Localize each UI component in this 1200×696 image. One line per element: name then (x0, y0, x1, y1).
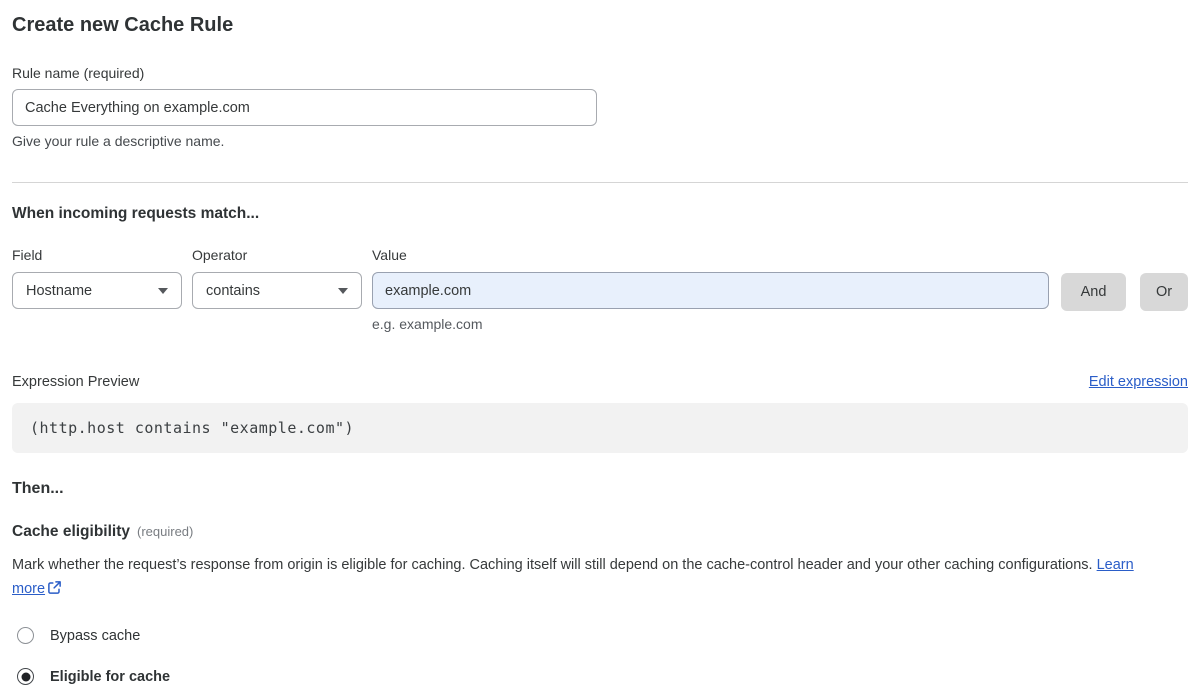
field-label: Field (12, 247, 43, 263)
caret-down-icon (338, 288, 348, 294)
expression-preview-label: Expression Preview (12, 374, 140, 390)
section-divider (12, 182, 1188, 183)
field-column (12, 247, 182, 332)
rule-name-section (12, 65, 1188, 149)
external-link-icon (45, 581, 62, 597)
field-select-value: Hostname (26, 282, 93, 299)
rule-name-helper: Give your rule a descriptive name. (12, 133, 225, 149)
or-button[interactable]: Or (1140, 273, 1188, 311)
operator-label: Operator (192, 247, 248, 263)
rule-name-label: Rule name (required) (12, 65, 145, 81)
field-select[interactable] (12, 272, 182, 309)
value-helper: e.g. example.com (372, 316, 483, 332)
required-note: (required) (137, 524, 194, 539)
operator-select[interactable] (192, 272, 362, 309)
expression-code: (http.host contains "example.com") (30, 419, 355, 437)
then-heading: Then... (12, 480, 64, 497)
expression-preview-row (12, 374, 1188, 390)
caret-down-icon (158, 288, 168, 294)
radio-selected-icon[interactable] (17, 668, 34, 685)
value-column (372, 247, 1049, 332)
radio-option-eligible-for-cache[interactable] (17, 668, 1188, 685)
match-section-heading: When incoming requests match... (12, 205, 260, 222)
description-text: Mark whether the request’s response from origin is eligible for caching. Caching itself will still depend on the cache-control header and your other caching configurations. (12, 557, 1093, 573)
value-input[interactable] (372, 272, 1049, 309)
radio-label: Bypass cache (50, 627, 141, 644)
cache-eligibility-description (12, 553, 1164, 601)
expression-code-block (12, 403, 1188, 453)
expression-builder-row (12, 247, 1188, 332)
page-title: Create new Cache Rule (12, 14, 234, 36)
andor-buttons (1061, 247, 1188, 332)
radio-unselected-icon[interactable] (17, 627, 34, 644)
radio-option-bypass-cache[interactable] (17, 627, 1188, 644)
operator-column (192, 247, 362, 332)
and-button[interactable]: And (1061, 273, 1126, 311)
radio-label: Eligible for cache (50, 668, 171, 685)
operator-select-value: contains (206, 282, 261, 299)
value-label: Value (372, 247, 407, 263)
cache-eligibility-heading: Cache eligibility (12, 523, 131, 540)
learn-more-link[interactable]: Learn more (12, 557, 1134, 597)
rule-name-input[interactable] (12, 89, 597, 126)
cache-eligibility-heading-row (12, 523, 1188, 541)
edit-expression-link[interactable]: Edit expression (1088, 374, 1188, 390)
